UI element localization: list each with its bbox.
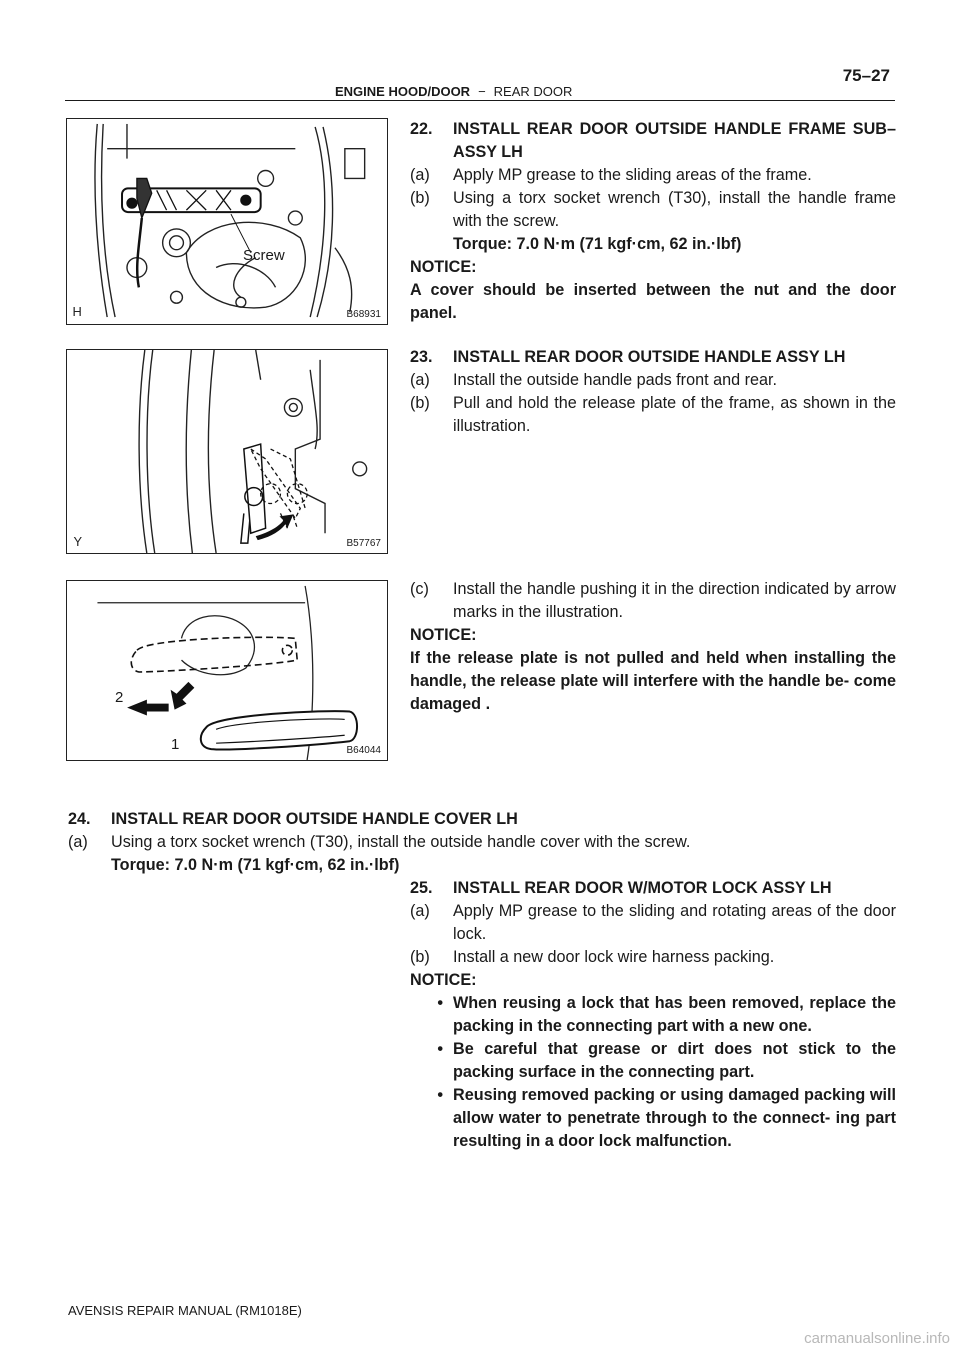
notice-text: If the release plate is not pulled and held when installing the handle, the release plate will interfere with the handle be- come damaged . xyxy=(410,649,896,713)
screw-label: Screw xyxy=(243,247,285,264)
arrow-2-label: 2 xyxy=(115,689,124,706)
step-title: 24. INSTALL REAR DOOR OUTSIDE HANDLE COVER LH xyxy=(68,810,518,828)
figure-handle-install xyxy=(66,580,388,761)
manual-footer: AVENSIS REPAIR MANUAL (RM1018E) xyxy=(68,1303,302,1318)
section-title: ENGINE HOOD/DOOR xyxy=(335,84,471,99)
notice-text: A cover should be inserted between the nut and the door panel. xyxy=(410,281,896,322)
step-item: (b) Pull and hold the release plate of the frame, as shown in the illustration. xyxy=(410,394,896,435)
notice-bullet: • When reusing a lock that has been removed, replace the packing in the connecting part with a new one. xyxy=(437,994,896,1035)
step-item: (b) Using a torx socket wrench (T30), install the handle frame with the screw. xyxy=(410,189,896,230)
figure-code: B64044 xyxy=(346,745,381,756)
step-22 xyxy=(410,118,896,325)
watermark: carmanualsonline.info xyxy=(804,1330,950,1347)
notice-label: NOTICE: xyxy=(410,626,477,644)
step-item: (a) Install the outside handle pads front and rear. xyxy=(410,371,777,389)
figure-code: B57767 xyxy=(346,538,381,549)
step-title: 23. INSTALL REAR DOOR OUTSIDE HANDLE ASSY LH xyxy=(410,348,846,366)
figure-release-plate xyxy=(66,349,388,554)
arrow-1-label: 1 xyxy=(171,736,180,753)
step-23 xyxy=(410,346,896,438)
step-24 xyxy=(68,808,896,877)
figure-code: B68931 xyxy=(346,309,381,320)
step-25 xyxy=(410,877,896,1153)
notice-bullet: • Reusing removed packing or using damaged packing will allow water to penetrate through to the connect- ing part resulting in a door lock malfunction. xyxy=(437,1086,896,1150)
header-rule xyxy=(65,100,895,101)
step-23-continued xyxy=(410,578,896,716)
subsection-title: REAR DOOR xyxy=(493,84,573,99)
figure-letter: Y xyxy=(73,534,83,550)
torque-spec: Torque: 7.0 N·m (71 kgf·cm, 62 in.·lbf) xyxy=(111,856,400,874)
release-plate-illustration xyxy=(67,350,387,553)
handle-frame-illustration xyxy=(67,119,387,324)
step-item: (a) Using a torx socket wrench (T30), install the outside handle cover with the screw. xyxy=(68,833,691,851)
step-item: (b) Install a new door lock wire harness packing. xyxy=(410,948,775,966)
step-title: 22. INSTALL REAR DOOR OUTSIDE HANDLE FRAME SUB–ASSY LH xyxy=(410,120,896,161)
figure-handle-frame xyxy=(66,118,388,325)
step-item: (a) Apply MP grease to the sliding areas of the frame. xyxy=(410,166,812,184)
page-number: 75–27 xyxy=(842,66,890,85)
notice-label: NOTICE: xyxy=(410,971,477,989)
running-header xyxy=(335,84,572,99)
notice-label: NOTICE: xyxy=(410,258,477,276)
step-item: (a) Apply MP grease to the sliding and rotating areas of the door lock. xyxy=(410,902,896,943)
figure-letter: H xyxy=(72,304,82,320)
torque-spec: Torque: 7.0 N·m (71 kgf·cm, 62 in.·lbf) xyxy=(453,235,742,253)
handle-install-illustration xyxy=(67,581,387,760)
step-item: (c) Install the handle pushing it in the direction indicated by arrow marks in the illustration. xyxy=(410,580,896,621)
header-separator: − xyxy=(478,84,486,99)
step-title: 25. INSTALL REAR DOOR W/MOTOR LOCK ASSY LH xyxy=(410,879,832,897)
notice-bullet: • Be careful that grease or dirt does not stick to the packing surface in the connecting part. xyxy=(437,1040,896,1081)
